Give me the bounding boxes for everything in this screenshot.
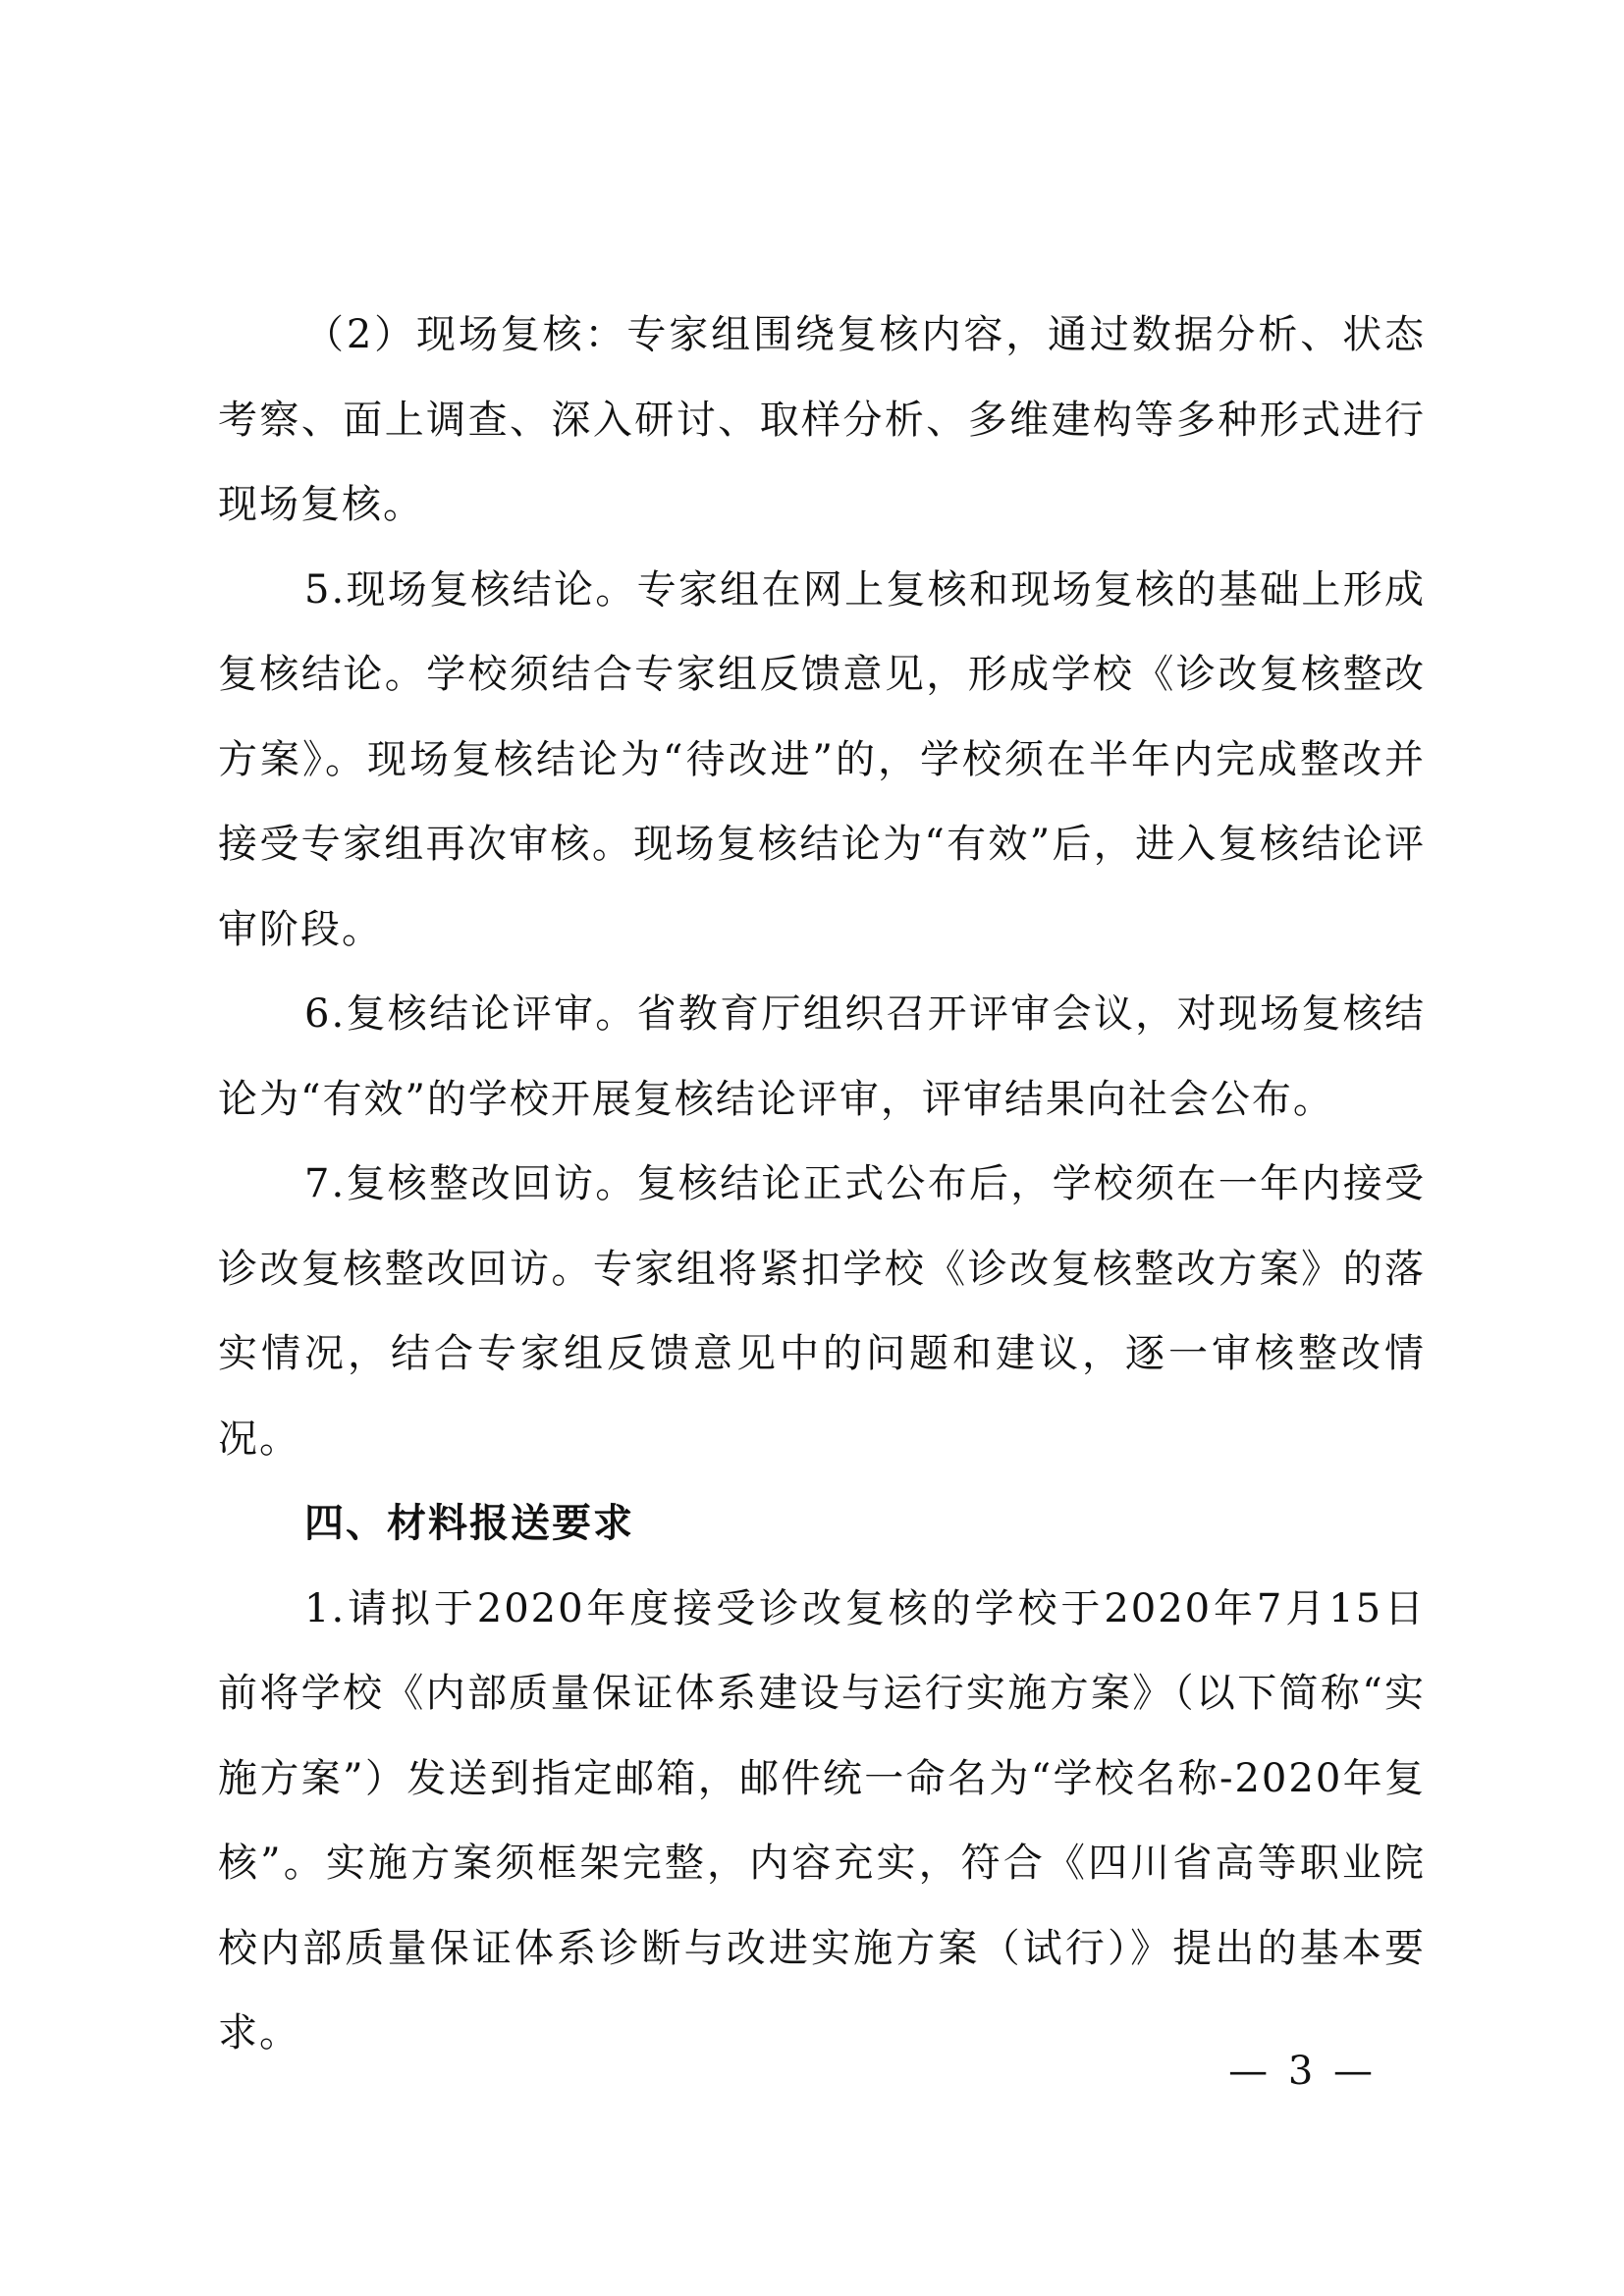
paragraph-rectification-visit: 7.复核整改回访。复核结论正式公布后，学校须在一年内接受诊改复核整改回访。专家组将紧扣学校《诊改复核整改方案》的落实情况，结合专家组反馈意见中的问题和建议，逐一审核整改情况。 (218, 1161, 1426, 1462)
paragraph-onsite-conclusion: 5.现场复核结论。专家组在网上复核和现场复核的基础上形成复核结论。学校须结合专家组反馈意见，形成学校《诊改复核整改方案》。现场复核结论为“待改进”的，学校须在半年内完成整改并接受专家组再次审核。现场复核结论为“有效”后，进入复核结论评审阶段。 (218, 566, 1426, 952)
paragraph-conclusion-review: 6.复核结论评审。省教育厅组织召开评审会议，对现场复核结论为“有效”的学校开展复核结论评审，评审结果向社会公布。 (218, 991, 1426, 1122)
paragraph-submission-requirement: 1.请拟于2020年度接受诊改复核的学校于2020年7月15日前将学校《内部质量保证体系建设与运行实施方案》（以下简称“实施方案”）发送到指定邮箱，邮件统一命名为“学校名称-2020年复核”。实施方案须框架完整，内容充实，符合《四川省高等职业院校内部质量保证体系诊断与改进实施方案（试行）》提出的基本要求。 (218, 1585, 1426, 2056)
section-heading-materials: 四、材料报送要求 (304, 1501, 634, 1546)
paragraph-onsite-review: （2）现场复核：专家组围绕复核内容，通过数据分析、状态考察、面上调查、深入研讨、取样分析、多维建构等多种形式进行现场复核。 (218, 312, 1426, 527)
document-body (218, 293, 1426, 2076)
page-number: — 3 — (1228, 2049, 1377, 2094)
